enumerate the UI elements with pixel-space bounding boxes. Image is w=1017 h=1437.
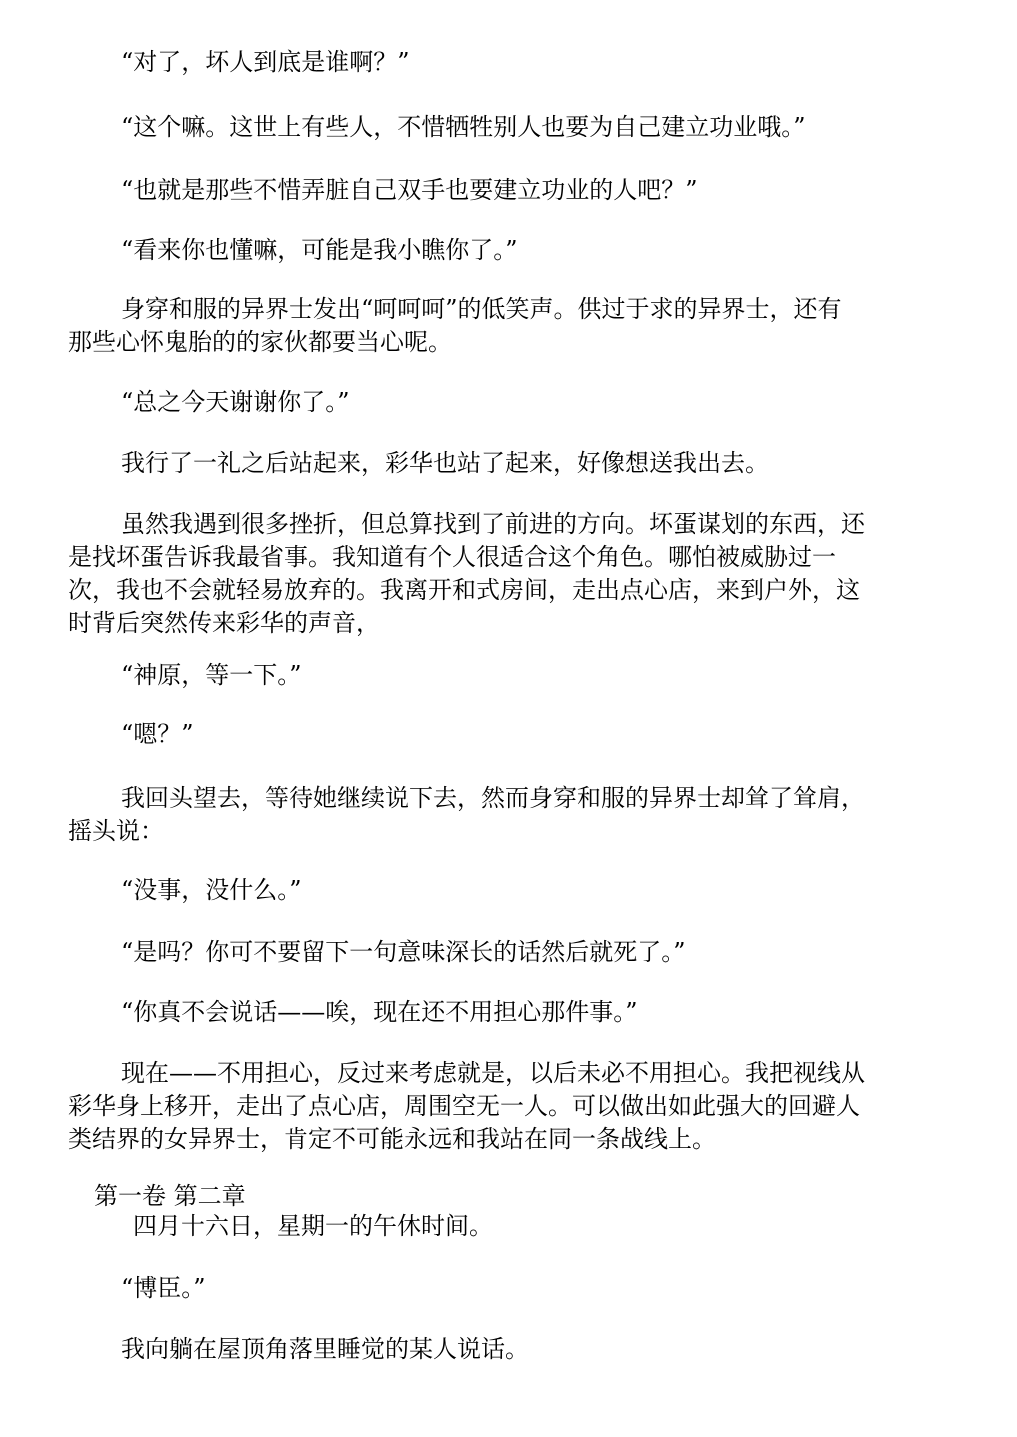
text-line: “是吗？你可不要留下一句意味深长的话然后就死了。” — [121, 938, 686, 966]
text-line: 次，我也不会就轻易放弃的。我离开和式房间，走出点心店，来到户外，这 — [68, 576, 860, 604]
paragraph-narration — [68, 297, 842, 363]
paragraph-dialogue — [121, 390, 350, 423]
paragraph-dialogue — [121, 50, 410, 83]
text-line: 我回头望去，等待她继续说下去，然而身穿和服的异界士却耸了耸肩， — [121, 784, 865, 812]
text-line: 摇头说： — [68, 817, 164, 845]
paragraph-narration — [121, 1337, 529, 1370]
text-line: 身穿和服的异界士发出“呵呵呵”的低笑声。供过于求的异界士，还有 — [121, 295, 842, 323]
text-line: 我行了一礼之后站起来，彩华也站了起来，好像想送我出去。 — [121, 449, 769, 477]
text-line: 那些心怀鬼胎的的家伙都要当心呢。 — [68, 328, 452, 356]
chapter-title: 第一卷 第二章 — [94, 1182, 246, 1210]
text-line: “博臣。” — [121, 1274, 206, 1302]
text-line: 彩华身上移开，走出了点心店，周围空无一人。可以做出如此强大的回避人 — [68, 1092, 860, 1120]
paragraph-dialogue — [121, 940, 686, 973]
text-line: “看来你也懂嘛，可能是我小瞧你了。” — [121, 236, 518, 264]
text-line: 我向躺在屋顶角落里睡觉的某人说话。 — [121, 1335, 529, 1363]
paragraph-dialogue — [121, 1276, 206, 1309]
text-line: 时背后突然传来彩华的声音， — [68, 609, 380, 637]
text-line: “这个嘛。这世上有些人，不惜牺牲别人也要为自己建立功业哦。” — [121, 113, 806, 141]
paragraph-narration — [68, 1061, 865, 1160]
text-line: “总之今天谢谢你了。” — [121, 388, 350, 416]
text-line: “你真不会说话——唉，现在还不用担心那件事。” — [121, 998, 638, 1026]
text-line: “也就是那些不惜弄脏自己双手也要建立功业的人吧？” — [121, 176, 698, 204]
paragraph-dialogue — [121, 722, 194, 755]
paragraph-narration — [133, 1214, 493, 1247]
text-line: 类结界的女异界士，肯定不可能永远和我站在同一条战线上。 — [68, 1125, 716, 1153]
paragraph-dialogue — [121, 178, 698, 211]
text-line: “没事，没什么。” — [121, 876, 302, 904]
paragraph-narration — [121, 451, 769, 484]
text-line: “嗯？” — [121, 720, 194, 748]
text-line: 虽然我遇到很多挫折，但总算找到了前进的方向。坏蛋谋划的东西，还 — [121, 510, 865, 538]
paragraph-narration — [68, 512, 865, 644]
text-line: 是找坏蛋告诉我最省事。我知道有个人很适合这个角色。哪怕被威胁过一 — [68, 543, 836, 571]
paragraph-narration — [68, 786, 865, 852]
text-line: “神原，等一下。” — [121, 661, 302, 689]
paragraph-dialogue — [121, 1000, 638, 1033]
paragraph-dialogue — [121, 115, 806, 148]
text-line: 现在——不用担心，反过来考虑就是，以后未必不用担心。我把视线从 — [121, 1059, 865, 1087]
paragraph-dialogue — [121, 878, 302, 911]
paragraph-dialogue — [121, 238, 518, 271]
text-line: “对了，坏人到底是谁啊？” — [121, 48, 410, 76]
text-line: 四月十六日，星期一的午休时间。 — [133, 1212, 493, 1240]
paragraph-dialogue — [121, 663, 302, 696]
